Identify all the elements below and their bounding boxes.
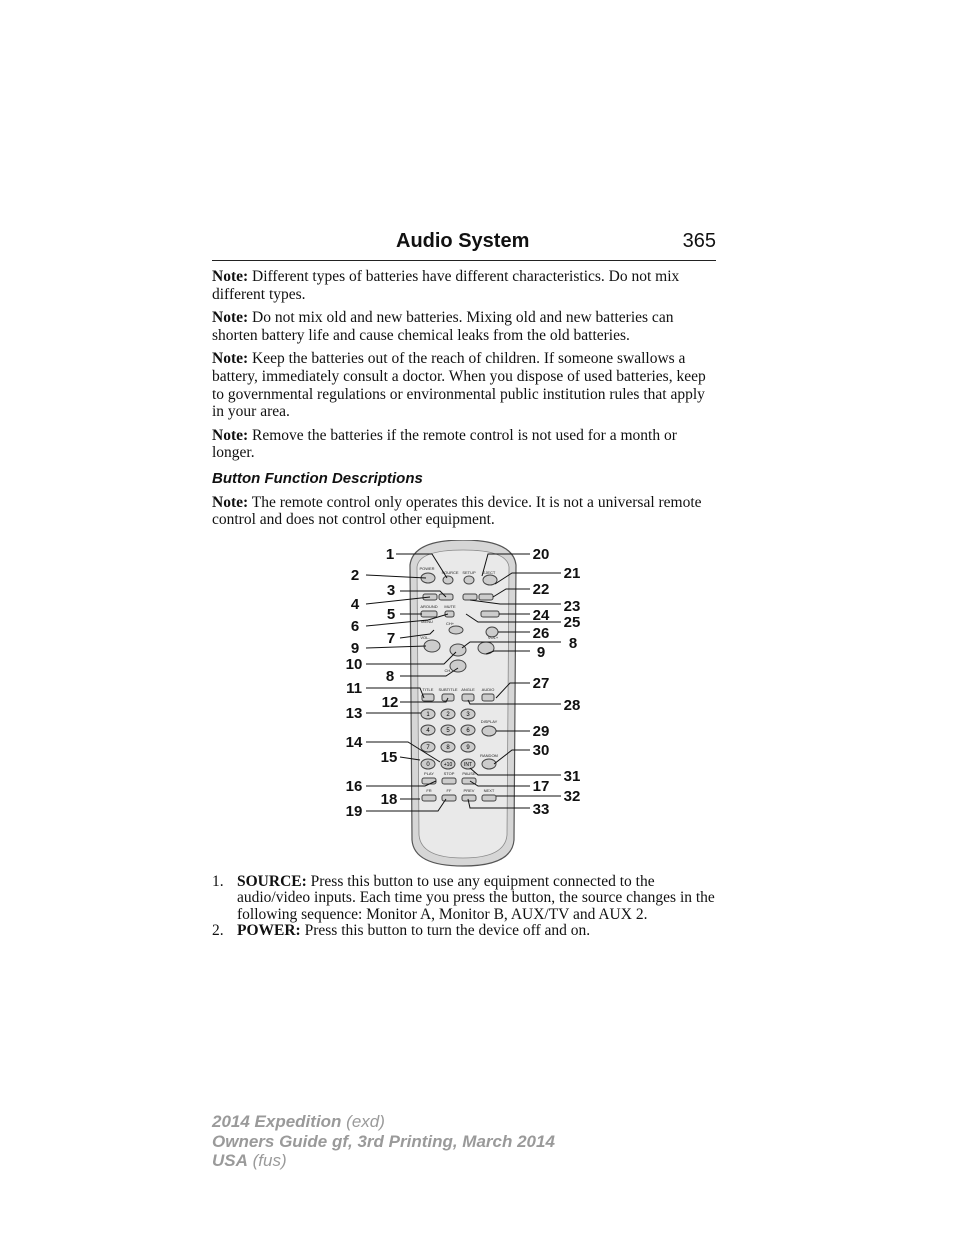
callout: 31	[563, 768, 581, 785]
footer-market: USA	[212, 1151, 248, 1170]
key-label: 5	[446, 728, 450, 734]
button-label: TITLE	[422, 687, 434, 692]
button-label: ANGLE	[461, 687, 475, 692]
list-label: SOURCE:	[237, 873, 307, 890]
callout: 16	[345, 778, 363, 795]
footer-code: (exd)	[341, 1112, 385, 1131]
callout: 20	[532, 546, 550, 563]
button-descriptions-list	[212, 874, 716, 940]
callout: 4	[350, 596, 360, 613]
button-label: VOL+	[487, 635, 499, 640]
callout: 27	[532, 675, 550, 692]
callout: 5	[386, 606, 396, 623]
key-label: 0	[426, 762, 430, 768]
list-item	[212, 874, 716, 923]
note-text: Remove the batteries if the remote control is not used for a month or longer.	[212, 426, 677, 462]
callout: 28	[563, 697, 581, 714]
button-label: RANDOM	[480, 753, 498, 758]
list-number: 1.	[212, 873, 224, 890]
callout: 26	[532, 625, 550, 642]
button-label: FR	[426, 788, 432, 793]
button-label: MUTE	[444, 604, 456, 609]
key-label: INT	[463, 762, 473, 768]
list-text: Press this button to turn the device off and on.	[300, 922, 591, 940]
list-body	[237, 923, 716, 939]
up-button	[449, 626, 463, 634]
callout: 3	[386, 582, 396, 599]
key-label: 2	[446, 712, 450, 718]
button-label: VOL-	[420, 635, 430, 640]
key-label: +10	[443, 762, 453, 768]
button-label: SETUP	[462, 570, 476, 575]
ch-plus-button	[450, 644, 466, 656]
section-note	[212, 494, 720, 529]
note-label: Note:	[212, 350, 249, 368]
key-label: 9	[466, 745, 470, 751]
footer-vehicle: 2014 Expedition	[212, 1112, 342, 1131]
button-label: PAUSE	[462, 771, 476, 776]
list-label: POWER:	[237, 922, 301, 940]
callout: 23	[563, 598, 581, 615]
key-label: 1	[426, 712, 430, 718]
button-label: CH+	[445, 621, 455, 626]
audio-button	[482, 694, 494, 701]
note-text: Keep the batteries out of the reach of children. If someone swallows a battery, immediately consult a doctor. When you dispose of used batteries, keep to governmental regulations or environmental public institution rules that apply in your area.	[212, 350, 706, 421]
next-button	[482, 795, 496, 801]
button-label: CH-	[444, 668, 452, 673]
callout: 13	[345, 705, 363, 722]
page-title: Audio System	[396, 230, 530, 252]
callout: 9	[536, 644, 546, 661]
callout: 19	[345, 803, 363, 820]
callout: 15	[380, 749, 398, 766]
key-label: 3	[466, 712, 470, 718]
callout: 11	[346, 680, 362, 697]
callout: 21	[563, 565, 581, 582]
list-body	[237, 874, 716, 923]
remote-control-figure	[340, 540, 590, 870]
callout: 8	[568, 635, 578, 652]
note-text: Do not mix old and new batteries. Mixing old and new batteries can shorten battery life and cause chemical leaks from the old batteries.	[212, 309, 674, 344]
note-label: Note:	[212, 426, 249, 444]
callout: 2	[350, 567, 360, 584]
section-heading: Button Function Descriptions	[212, 469, 423, 487]
button-label: SUBTITLE	[438, 687, 458, 692]
callout: 14	[345, 734, 363, 751]
notes-block	[212, 268, 720, 535]
button-label: AROUND	[420, 604, 438, 609]
list-text: Press this button to use any equipment connected to the audio/video inputs. Each time you press the button, the source changes in the following sequence: Monitor A, Monitor B, AUX/TV and AUX 2.	[237, 873, 715, 923]
callout: 12	[381, 694, 399, 711]
callout: 33	[532, 801, 550, 818]
page-number: 365	[682, 230, 716, 252]
callout: 17	[532, 778, 550, 795]
button-label: FF	[446, 788, 452, 793]
button-row-4	[481, 611, 499, 617]
callout: 7	[386, 630, 396, 647]
note-4	[212, 427, 720, 462]
around-button	[421, 611, 437, 617]
page-header	[212, 226, 716, 261]
button-row-3	[479, 594, 493, 600]
key-label: 7	[426, 745, 430, 751]
callout: 24	[532, 607, 550, 624]
button-label: NEXT	[483, 788, 495, 793]
callout: 9	[350, 640, 360, 657]
play-button	[422, 778, 436, 784]
stop-button	[442, 778, 456, 784]
callout: 29	[532, 723, 550, 740]
note-text: The remote control only operates this device. It is not a universal remote control and does not control other equipment.	[212, 493, 702, 529]
ff-button	[442, 795, 456, 801]
display-button	[482, 726, 496, 736]
key-label: 8	[446, 745, 450, 751]
fr-button	[422, 795, 436, 801]
button-label: PREV	[463, 788, 475, 793]
page-footer	[212, 1112, 555, 1171]
list-number: 2.	[212, 922, 224, 940]
vol-minus-button	[424, 640, 440, 652]
footer-market-code: (fus)	[247, 1151, 287, 1170]
button-label: POWER	[419, 566, 435, 571]
button-label: STOP	[443, 771, 455, 776]
callout: 8	[385, 668, 395, 685]
button-label: AUDIO	[481, 687, 495, 692]
key-label: 4	[426, 728, 430, 734]
callout: 6	[350, 618, 360, 635]
note-3	[212, 350, 720, 420]
button-row-3	[463, 594, 477, 600]
note-label: Note:	[212, 309, 249, 327]
source-button	[443, 576, 453, 584]
callout: 18	[380, 791, 398, 808]
footer-line-1	[212, 1112, 555, 1132]
note-2	[212, 309, 720, 344]
prev-button	[462, 795, 476, 801]
ch-minus-button	[450, 660, 466, 672]
note-label: Note:	[212, 268, 249, 285]
button-label: MENU	[421, 619, 433, 624]
button-label: EJECT	[482, 570, 496, 575]
button-label: PLAY	[424, 771, 434, 776]
angle-button	[462, 694, 474, 701]
subtitle-button	[442, 694, 454, 701]
footer-printing: Owners Guide gf, 3rd Printing, March 2014	[212, 1131, 555, 1151]
callout: 22	[532, 581, 550, 598]
key-label: 6	[466, 728, 470, 734]
note-label: Note:	[212, 493, 249, 511]
button-label: DISPLAY	[480, 719, 498, 724]
callout: 32	[563, 788, 581, 805]
callout: 10	[345, 656, 363, 673]
setup-button	[464, 576, 474, 584]
callout: 25	[563, 614, 581, 631]
button-label: SOURCE	[441, 570, 459, 575]
callout: 30	[532, 742, 550, 759]
note-1	[212, 268, 720, 303]
note-text: Different types of batteries have different characteristics. Do not mix different types.	[212, 268, 680, 303]
random-button	[482, 759, 496, 769]
callout: 1	[385, 546, 395, 563]
footer-line-2	[212, 1132, 555, 1152]
footer-line-3	[212, 1151, 555, 1171]
list-item	[212, 923, 716, 939]
